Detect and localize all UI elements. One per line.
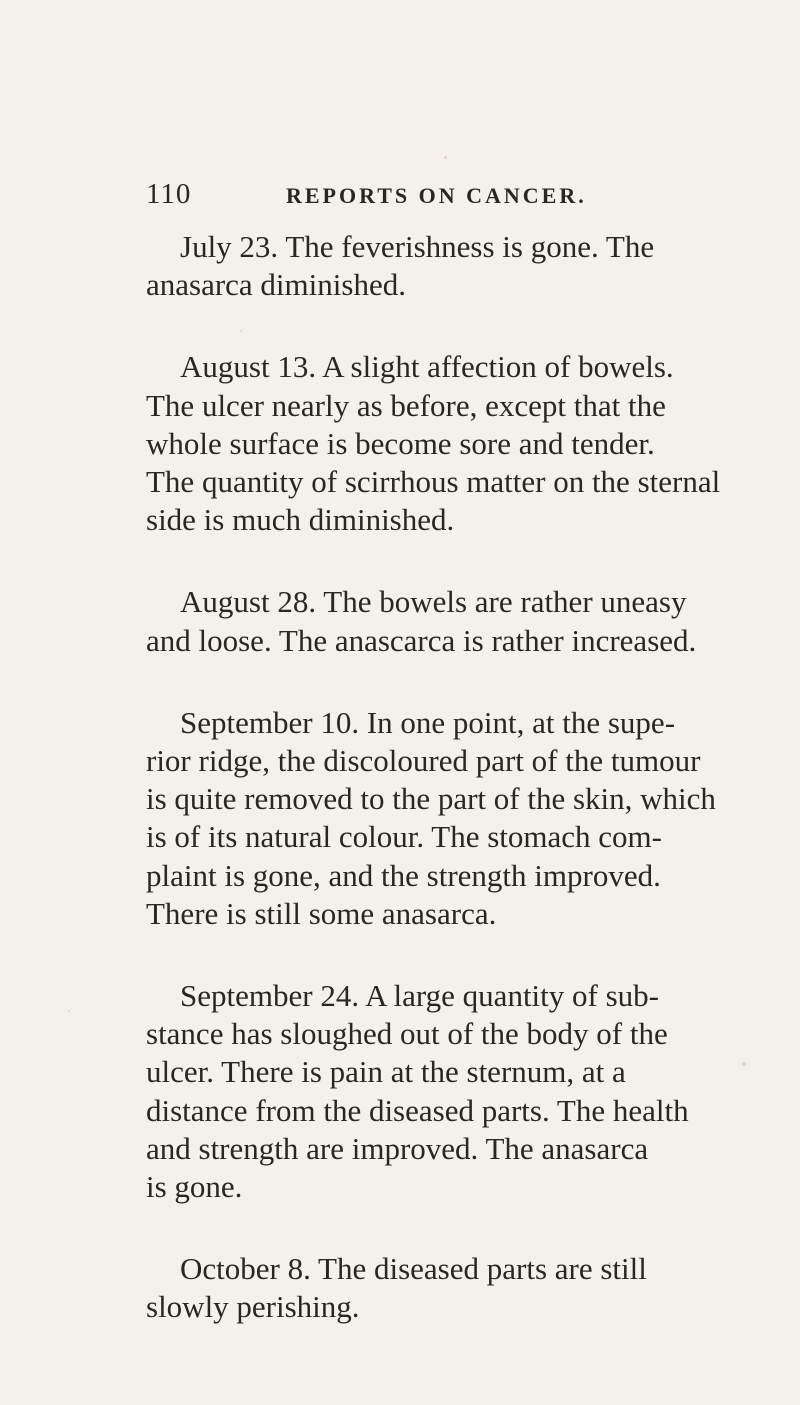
entry-july-23 (146, 228, 766, 304)
entry-line: September 10. In one point, at the supe- (180, 704, 676, 740)
entry-line: October 8. The diseased parts are still (180, 1251, 647, 1287)
page-header (146, 178, 666, 218)
entry-line: The ulcer nearly as before, except that the (146, 387, 666, 423)
entry-line: whole surface is become sore and tender. (146, 425, 655, 461)
entry-line: July 23. The feverishness is gone. The (180, 229, 655, 264)
entry-line: September 24. A large quantity of sub- (180, 978, 659, 1014)
entry-line: is of its natural colour. The stomach com- (146, 819, 662, 855)
entry-august-28 (146, 583, 766, 659)
entry-line: side is much diminished. (146, 502, 455, 538)
entry-line: distance from the diseased parts. The health (146, 1092, 689, 1128)
entry-line: slowly perishing. (146, 1289, 360, 1325)
entry-september-24 (146, 977, 766, 1206)
entry-line: August 13. A slight affection of bowels. (180, 349, 674, 385)
entry-line: anasarca diminished. (146, 267, 406, 303)
entry-line: is gone. (146, 1169, 243, 1205)
entry-september-10 (146, 704, 766, 933)
entry-line: ulcer. There is pain at the sternum, at a (146, 1054, 626, 1090)
running-head: REPORTS ON CANCER. (286, 183, 587, 208)
paper-speck (444, 156, 447, 159)
paper-speck (742, 1062, 746, 1066)
paper-speck (608, 1262, 611, 1265)
entry-line: There is still some anasarca. (146, 895, 497, 931)
entry-line: and strength are improved. The anasarca (146, 1130, 649, 1166)
entry-line: stance has sloughed out of the body of the (146, 1016, 668, 1052)
page-number: 110 (146, 178, 192, 210)
entry-october-8 (146, 1250, 766, 1326)
entry-line: plaint is gone, and the strength improved. (146, 857, 661, 893)
paper-speck (240, 330, 242, 332)
entry-line: rior ridge, the discoloured part of the tumour (146, 743, 701, 779)
entry-august-13 (146, 348, 766, 539)
entry-line: is quite removed to the part of the skin, which (146, 781, 716, 817)
entry-line: The quantity of scirrhous matter on the sternal (146, 464, 721, 500)
entry-line: August 28. The bowels are rather uneasy (180, 584, 687, 620)
entry-line: and loose. The anascarca is rather increased. (146, 622, 697, 658)
journal-entries (146, 228, 766, 1371)
paper-speck (68, 1010, 70, 1012)
